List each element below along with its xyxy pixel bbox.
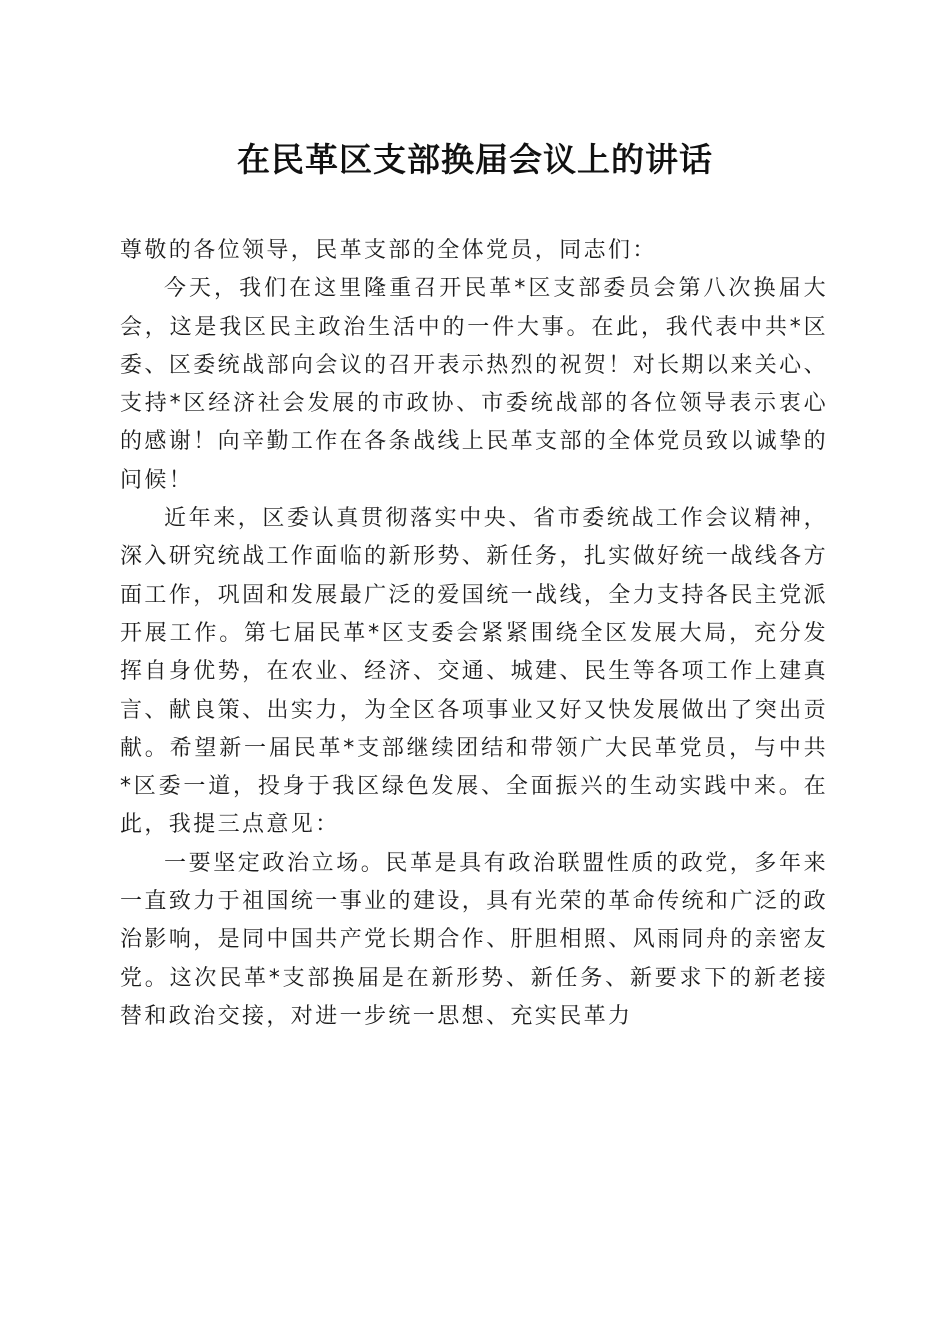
- paragraph-point-one: 一要坚定政治立场。民革是具有政治联盟性质的政党，多年来一直致力于祖国统一事业的建设，具有光荣的革命传统和广泛的政治影响，是同中国共产党长期合作、肝胆相照、风雨同舟的亲密友党。这次民革*支部换届是在新形势、新任务、新要求下的新老接替和政治交接，对进一步统一思想、充实民革力: [120, 850, 828, 1029]
- salutation: 尊敬的各位领导，民革支部的全体党员，同志们：: [120, 238, 657, 263]
- document-title: 在民革区支部换届会议上的讲话: [237, 140, 713, 179]
- document-body: [120, 232, 828, 1036]
- paragraph-opening: 今天，我们在这里隆重召开民革*区支部委员会第八次换届大会，这是我区民主政治生活中的一件大事。在此，我代表中共*区委、区委统战部向会议的召开表示热烈的祝贺！对长期以来关心、支持*区经济社会发展的市政协、市委统战部的各位领导表示衷心的感谢！向辛勤工作在各条战线上民革支部的全体党员致以诚挚的问候！: [120, 276, 828, 493]
- paragraph-review: 近年来，区委认真贯彻落实中央、省市委统战工作会议精神，深入研究统战工作面临的新形势、新任务，扎实做好统一战线各方面工作，巩固和发展最广泛的爱国统一战线，全力支持各民主党派开展工作。第七届民革*区支委会紧紧围绕全区发展大局，充分发挥自身优势，在农业、经济、交通、城建、民生等各项工作上建真言、献良策、出实力，为全区各项事业又好又快发展做出了突出贡献。希望新一届民革*支部继续团结和带领广大民革党员，与中共*区委一道，投身于我区绿色发展、全面振兴的生动实践中来。在此，我提三点意见：: [120, 506, 828, 838]
